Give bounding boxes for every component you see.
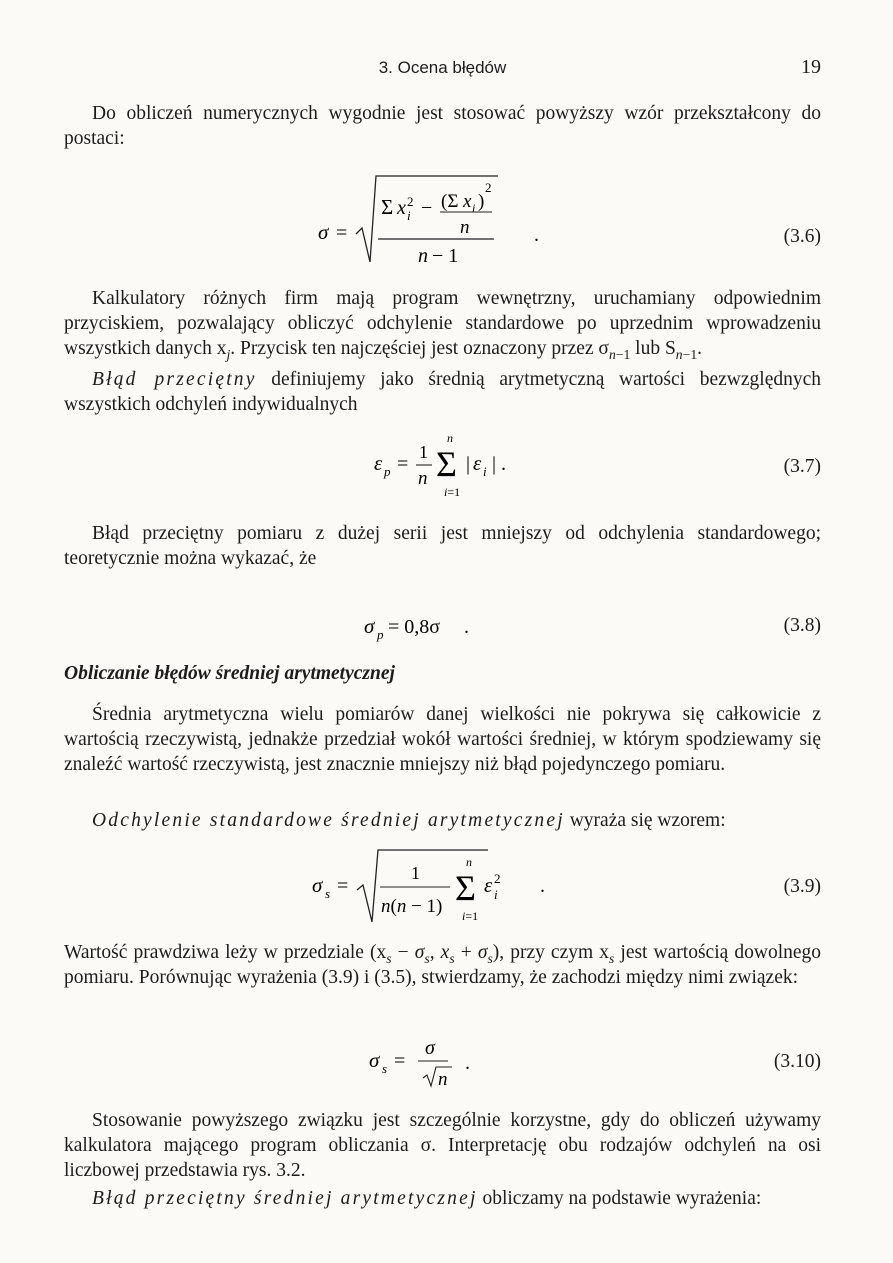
svg-text:i: i bbox=[407, 208, 411, 223]
svg-text:i: i bbox=[472, 201, 476, 215]
svg-text:2: 2 bbox=[485, 180, 492, 195]
chapter-title: 3. Ocena błędów bbox=[378, 58, 507, 77]
paragraph-1: Do obliczeń numerycznych wygodnie jest stosować powyższy wzór przekształcony do postaci: bbox=[64, 103, 821, 149]
svg-text:1: 1 bbox=[419, 442, 428, 462]
equation-number: (3.7) bbox=[783, 456, 821, 477]
svg-text:n: n bbox=[418, 245, 428, 267]
svg-text:x: x bbox=[397, 197, 406, 219]
svg-text:=: = bbox=[337, 875, 349, 897]
svg-text:σ: σ bbox=[369, 1048, 380, 1072]
running-head bbox=[64, 56, 821, 82]
svg-text:n(n − 1): n(n − 1) bbox=[381, 896, 443, 917]
svg-text:=: = bbox=[336, 222, 348, 244]
svg-text:i=1: i=1 bbox=[444, 485, 461, 499]
paragraph-6: Odchylenie standardowe średniej arytmetycznej wyraża się wzorem: bbox=[92, 810, 726, 831]
paragraph-9: Błąd przeciętny średniej arytmetycznej obliczamy na podstawie wyrażenia: bbox=[92, 1188, 762, 1209]
equation-3-8-formula bbox=[0, 606, 893, 646]
svg-text:σ: σ bbox=[425, 1037, 435, 1059]
svg-text:| .: | . bbox=[492, 453, 507, 475]
svg-text:x: x bbox=[463, 191, 472, 212]
equation-3-8 bbox=[0, 606, 893, 646]
paragraph-2: Kalkulatory różnych firm mają program wewnętrzny, uruchamiany odpowiednim przyciskiem, pozwalający obliczyć odchylenie standardowe po uprzednim wprowadzeniu wszystkich danych $x_j$. Przycisk ten najczęściej jest oznaczony przez $\sigma_{n-1}$ lub $S_{n-1}$. bbox=[64, 288, 821, 362]
svg-text:− 1: − 1 bbox=[432, 245, 459, 267]
svg-text:i: i bbox=[483, 464, 487, 479]
equation-3-10 bbox=[0, 1022, 893, 1092]
svg-text:Σ: Σ bbox=[381, 195, 394, 219]
equation-3-7 bbox=[0, 420, 893, 510]
svg-text:n: n bbox=[418, 468, 428, 489]
page-number: 19 bbox=[801, 56, 821, 78]
svg-text:σ: σ bbox=[364, 614, 375, 638]
svg-text:n: n bbox=[438, 1069, 448, 1090]
svg-text:σ: σ bbox=[318, 220, 329, 244]
svg-text:Σ: Σ bbox=[436, 444, 457, 484]
svg-text:): ) bbox=[478, 191, 485, 212]
svg-text:p: p bbox=[384, 464, 391, 479]
equation-3-10-formula bbox=[0, 1022, 893, 1092]
svg-text:(Σ: (Σ bbox=[441, 191, 459, 212]
svg-text:ε: ε bbox=[484, 873, 493, 897]
term-odchylenie-standardowe: Odchylenie standardowe średniej arytmetycznej bbox=[92, 810, 565, 831]
paragraph-3: Błąd przeciętny definiujemy jako średnią arytmetyczną wartości bezwzględnych wszystkich odchyleń indywidualnych bbox=[64, 369, 822, 415]
term-blad-przecietny: Błąd przeciętny bbox=[92, 369, 257, 390]
equation-number: (3.9) bbox=[783, 876, 821, 897]
equation-3-7-formula bbox=[0, 420, 893, 510]
svg-text:n: n bbox=[466, 855, 472, 869]
svg-text:|: | bbox=[466, 453, 471, 475]
svg-text:Σ: Σ bbox=[455, 868, 476, 908]
paragraph-8: Stosowanie powyższego związku jest szczególnie korzystne, gdy do obliczeń używamy kalkulatora mającego program obliczania σ. Interpretację obu rodzajów odchyleń na osi liczbowej przedstawia rys. 3.2. bbox=[64, 1110, 821, 1181]
svg-text:2: 2 bbox=[494, 871, 501, 886]
paragraph-4: Błąd przeciętny pomiaru z dużej serii jest mniejszy od odchylenia standardowego; teoretycznie można wykazać, że bbox=[64, 523, 821, 569]
svg-text:.: . bbox=[465, 1052, 470, 1074]
equation-3-8-rhs: = 0,8σ bbox=[388, 616, 441, 638]
equation-number: (3.6) bbox=[783, 226, 821, 247]
svg-text:2: 2 bbox=[407, 194, 414, 209]
svg-text:n: n bbox=[447, 431, 453, 445]
svg-text:σ: σ bbox=[312, 873, 323, 897]
svg-text:.: . bbox=[464, 616, 469, 638]
equation-number: (3.10) bbox=[773, 1051, 821, 1072]
svg-text:=: = bbox=[397, 453, 409, 475]
svg-text:s: s bbox=[382, 1061, 388, 1076]
term-blad-przecietny-sredniej: Błąd przeciętny średniej arytmetycznej bbox=[92, 1188, 478, 1209]
svg-text:p: p bbox=[377, 627, 384, 642]
paragraph-5: Średnia arytmetyczna wielu pomiarów danej wielkości nie pokrywa się całkowicie z wartością rzeczywistą, jednakże przedział wokół wartości średniej, w którym spodziewamy się znaleźć wartość rzeczywistą, jest znacznie mniejszy niż błąd pojedynczego pomiaru. bbox=[64, 704, 821, 775]
equation-3-6-formula bbox=[0, 160, 893, 270]
section-heading: Obliczanie błędów średniej arytmetycznej bbox=[64, 663, 395, 684]
svg-text:−: − bbox=[421, 197, 433, 219]
svg-text:s: s bbox=[325, 886, 331, 901]
paragraph-7: Wartość prawdziwa leży w przedziale ($x_s - \sigma_s$, $x_s + \sigma_s$), przy czym $x_s$ jest wartością dowolnego pomiaru. Porównując wyrażenia (3.9) i (3.5), stwierdzamy, że zachodzi między nimi związek: bbox=[64, 942, 822, 988]
svg-text:i: i bbox=[494, 887, 498, 902]
svg-text:ε: ε bbox=[473, 451, 482, 475]
svg-text:n: n bbox=[460, 217, 470, 238]
equation-3-9-formula bbox=[0, 840, 893, 930]
equation-number: (3.8) bbox=[783, 615, 821, 636]
svg-text:i=1: i=1 bbox=[462, 909, 479, 923]
equation-3-9 bbox=[0, 840, 893, 930]
svg-text:.: . bbox=[534, 224, 539, 246]
svg-text:.: . bbox=[540, 875, 545, 897]
equation-3-6 bbox=[0, 160, 893, 270]
svg-text:=: = bbox=[394, 1050, 406, 1072]
svg-text:ε: ε bbox=[374, 451, 383, 475]
svg-text:1: 1 bbox=[411, 863, 420, 883]
